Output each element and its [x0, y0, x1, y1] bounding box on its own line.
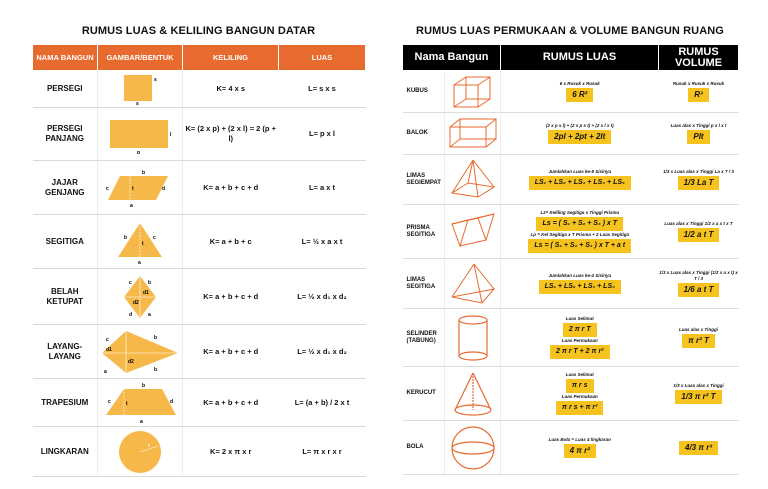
table-row: [403, 309, 739, 367]
luas-caption-2: Lp = Kel Segitiga x T Prisma + 2 Luas Segitiga: [530, 231, 630, 237]
table-row: [33, 379, 366, 427]
volume-caption: 1/3 x Luas alas x Tinggi (1/2 x a x t) x T / 3: [659, 269, 738, 281]
luas-cell: [501, 421, 659, 475]
table-row: [403, 155, 739, 205]
solid-name: BOLA: [403, 421, 445, 475]
luas-formula: L= ½ x d₁ x d₂: [279, 269, 366, 325]
shape-name: LAYANG-LAYANG: [33, 325, 98, 379]
shape-name: SEGITIGA: [33, 215, 98, 269]
solid-name: KUBUS: [403, 71, 445, 113]
svg-text:d2: d2: [133, 299, 139, 306]
luas-formula: 2 π r T: [563, 323, 597, 337]
bangun-ruang-section: [402, 22, 738, 475]
table-row: [403, 367, 739, 421]
volume-caption: Luas alas x Tinggi: [679, 326, 718, 332]
header-luas: LUAS: [279, 45, 366, 71]
luas-caption-2: Luas Permukaan: [561, 337, 598, 343]
svg-text:d: d: [129, 311, 133, 318]
shape-name: TRAPESIUM: [33, 379, 98, 427]
header-nama: NAMA BANGUN: [33, 45, 98, 71]
luas-formula: L= π x r x r: [279, 427, 366, 477]
svg-text:t: t: [132, 185, 134, 192]
header-keliling: KELILING: [183, 45, 279, 71]
solid-name: KERUCUT: [403, 367, 445, 421]
svg-text:r: r: [148, 442, 150, 449]
square-figure: [98, 71, 183, 108]
volume-cell: [659, 367, 739, 421]
bangun-datar-table: [32, 44, 366, 477]
svg-text:d: d: [162, 185, 166, 192]
luas-formula: L= p x l: [279, 108, 366, 161]
kite-figure: [98, 325, 183, 379]
luas-formula: 6 R²: [566, 88, 593, 102]
luas-caption: Luas Selimut: [565, 315, 594, 321]
volume-cell: [659, 309, 739, 367]
bangun-datar-section: [32, 22, 365, 477]
volume-formula: Plt: [687, 130, 709, 144]
shape-name: PERSEGI PANJANG: [33, 108, 98, 161]
luas-caption: Luas Selimut: [565, 371, 594, 377]
svg-text:a: a: [148, 311, 151, 318]
keliling-formula: K= 2 x π x r: [183, 427, 279, 477]
table-row: [33, 108, 366, 161]
volume-caption: Luas alas x Tinggi 1/2 x a x t x T: [664, 220, 733, 226]
svg-text:b: b: [142, 382, 146, 389]
svg-text:s: s: [136, 101, 139, 105]
triangular-prism-figure: [445, 205, 501, 259]
rhombus-figure: [98, 269, 183, 325]
circle-figure: [98, 427, 183, 477]
svg-text:d: d: [170, 398, 174, 405]
svg-text:s: s: [154, 77, 157, 83]
keliling-formula: K= a + b + c: [183, 215, 279, 269]
solid-name: LIMAS SEGIEMPAT: [403, 155, 445, 205]
triangle-figure: [98, 215, 183, 269]
table-row: [403, 205, 739, 259]
svg-text:b: b: [154, 334, 158, 341]
table-header: [403, 45, 739, 71]
luas-caption-2: Luas Permukaan: [561, 393, 598, 399]
cylinder-figure: [445, 309, 501, 367]
volume-formula: R³: [688, 88, 708, 102]
luas-caption: 6 x Rusuk x Rusuk: [559, 80, 600, 86]
volume-cell: [659, 71, 739, 113]
luas-formula: L= ½ x a x t: [279, 215, 366, 269]
volume-formula: 1/6 a t T: [678, 283, 720, 297]
table-row: [33, 325, 366, 379]
svg-text:d1: d1: [106, 346, 112, 353]
luas-caption: (2 x p x l) + (2 x p x t) + (2 x l x t): [545, 122, 614, 128]
table-row: [33, 161, 366, 215]
table-row: [403, 113, 739, 155]
luas-formula: LS₁ + LS₂ + LS₃ + LS₄: [539, 280, 621, 294]
svg-text:c: c: [108, 398, 111, 405]
triangular-pyramid-figure: [445, 259, 501, 309]
volume-formula: 1/3 π r² T: [675, 390, 721, 404]
svg-text:b: b: [124, 234, 128, 241]
luas-caption: Jumlahkan Luas ke-5 Sisinya: [548, 168, 612, 174]
luas-caption: Luas Bola = Luas 4 lingkaran: [548, 436, 611, 442]
luas-caption: Jumlahkan Luas ke-4 Sisinya: [548, 272, 612, 278]
luas-formula: LS₁ + LS₂ + LS₃ + LS₄ + LS₅: [529, 176, 631, 190]
volume-cell: [659, 155, 739, 205]
keliling-formula: K= a + b + c + d: [183, 269, 279, 325]
luas-formula-2: Ls = ( S₁ + S₂ + S₃ ) x T + a t: [528, 239, 631, 253]
shape-name: BELAH KETUPAT: [33, 269, 98, 325]
solid-name: LIMAS SEGITIGA: [403, 259, 445, 309]
luas-cell: [501, 155, 659, 205]
luas-formula: L= s x s: [279, 71, 366, 108]
volume-formula: π r² T: [682, 334, 715, 348]
luas-formula: 2pl + 2pt + 2lt: [548, 130, 611, 144]
luas-formula: L= ½ x d₁ x d₂: [279, 325, 366, 379]
volume-formula: 1/2 a t T: [678, 228, 720, 242]
volume-caption: Rusuk x Rusuk x Rusuk: [672, 80, 725, 86]
volume-formula: 4/3 π r³: [679, 441, 718, 455]
keliling-formula: K= 4 x s: [183, 71, 279, 108]
luas-cell: [501, 259, 659, 309]
luas-formula: L= (a + b) / 2 x t: [279, 379, 366, 427]
rectangle-figure: [98, 108, 183, 161]
cube-figure: [445, 71, 501, 113]
luas-caption: Lz= Keliling Segitiga x Tinggi Prisma: [540, 209, 620, 215]
bangun-ruang-title: RUMUS LUAS PERMUKAAN & VOLUME BANGUN RUANG: [416, 25, 724, 37]
shape-name: PERSEGI: [33, 71, 98, 108]
luas-cell: [501, 309, 659, 367]
svg-text:c: c: [106, 336, 109, 343]
svg-text:p: p: [137, 150, 141, 154]
svg-text:c: c: [153, 234, 156, 241]
table-row: [33, 71, 366, 108]
svg-text:a: a: [138, 259, 141, 265]
svg-text:l: l: [170, 132, 172, 138]
svg-text:a: a: [140, 418, 143, 425]
volume-cell: [659, 205, 739, 259]
solid-name: PRISMA SEGITIGA: [403, 205, 445, 259]
table-row: [33, 215, 366, 269]
volume-cell: [659, 421, 739, 475]
svg-text:a: a: [130, 202, 133, 208]
keliling-formula: K= (2 x p) + (2 x l) = 2 (p + l): [183, 108, 279, 161]
luas-cell: [501, 205, 659, 259]
bangun-datar-title: RUMUS LUAS & KELILING BANGUN DATAR: [81, 25, 316, 37]
luas-formula: Ls = ( S₁ + S₂ + S₃ ) x T: [536, 217, 623, 231]
table-row: [403, 259, 739, 309]
luas-formula: π r s: [566, 379, 594, 393]
svg-text:b: b: [154, 366, 158, 373]
square-pyramid-figure: [445, 155, 501, 205]
svg-text:c: c: [106, 185, 109, 192]
svg-text:d1: d1: [143, 289, 149, 296]
luas-cell: [501, 367, 659, 421]
svg-text:d2: d2: [128, 358, 134, 365]
volume-caption: 1/3 x Luas alas x Tinggi La x T / 3: [663, 168, 734, 174]
keliling-formula: K= a + b + c + d: [183, 325, 279, 379]
header-nama: Nama Bangun: [403, 45, 501, 71]
cone-figure: [445, 367, 501, 421]
solid-name: BALOK: [403, 113, 445, 155]
luas-cell: [501, 71, 659, 113]
table-header: [33, 45, 366, 71]
keliling-formula: K= a + b + c + d: [183, 161, 279, 215]
volume-caption: 1/3 x Luas alas x Tinggi: [673, 382, 724, 388]
solid-name: SELINDER (TABUNG): [403, 309, 445, 367]
luas-formula: 4 π r²: [564, 444, 596, 458]
luas-formula-2: 2 π r T + 2 π r²: [550, 345, 610, 359]
sphere-figure: [445, 421, 501, 475]
table-row: [403, 421, 739, 475]
volume-cell: [659, 113, 739, 155]
parallelogram-figure: [98, 161, 183, 215]
bangun-ruang-table: [402, 44, 739, 475]
header-gambar: GAMBAR/BENTUK: [98, 45, 183, 71]
volume-formula: 1/3 La T: [678, 176, 720, 190]
volume-cell: [659, 259, 739, 309]
keliling-formula: K= a + b + c + d: [183, 379, 279, 427]
table-row: [33, 427, 366, 477]
svg-text:t: t: [126, 400, 128, 407]
table-row: [403, 71, 739, 113]
header-rumus-luas: RUMUS LUAS: [501, 45, 659, 71]
header-rumus-volume: RUMUS VOLUME: [659, 45, 739, 71]
luas-cell: [501, 113, 659, 155]
svg-text:t: t: [142, 240, 144, 247]
shape-name: JAJAR GENJANG: [33, 161, 98, 215]
svg-text:b: b: [148, 279, 152, 286]
luas-formula: L= a x t: [279, 161, 366, 215]
svg-text:c: c: [129, 279, 132, 286]
volume-caption: Luas alas x Tinggi p x l x t: [670, 122, 727, 128]
table-row: [33, 269, 366, 325]
svg-text:a: a: [104, 368, 107, 375]
shape-name: LINGKARAN: [33, 427, 98, 477]
trapezoid-figure: [98, 379, 183, 427]
svg-text:b: b: [142, 169, 146, 176]
cuboid-figure: [445, 113, 501, 155]
luas-formula-2: π r s + π r²: [556, 401, 603, 415]
